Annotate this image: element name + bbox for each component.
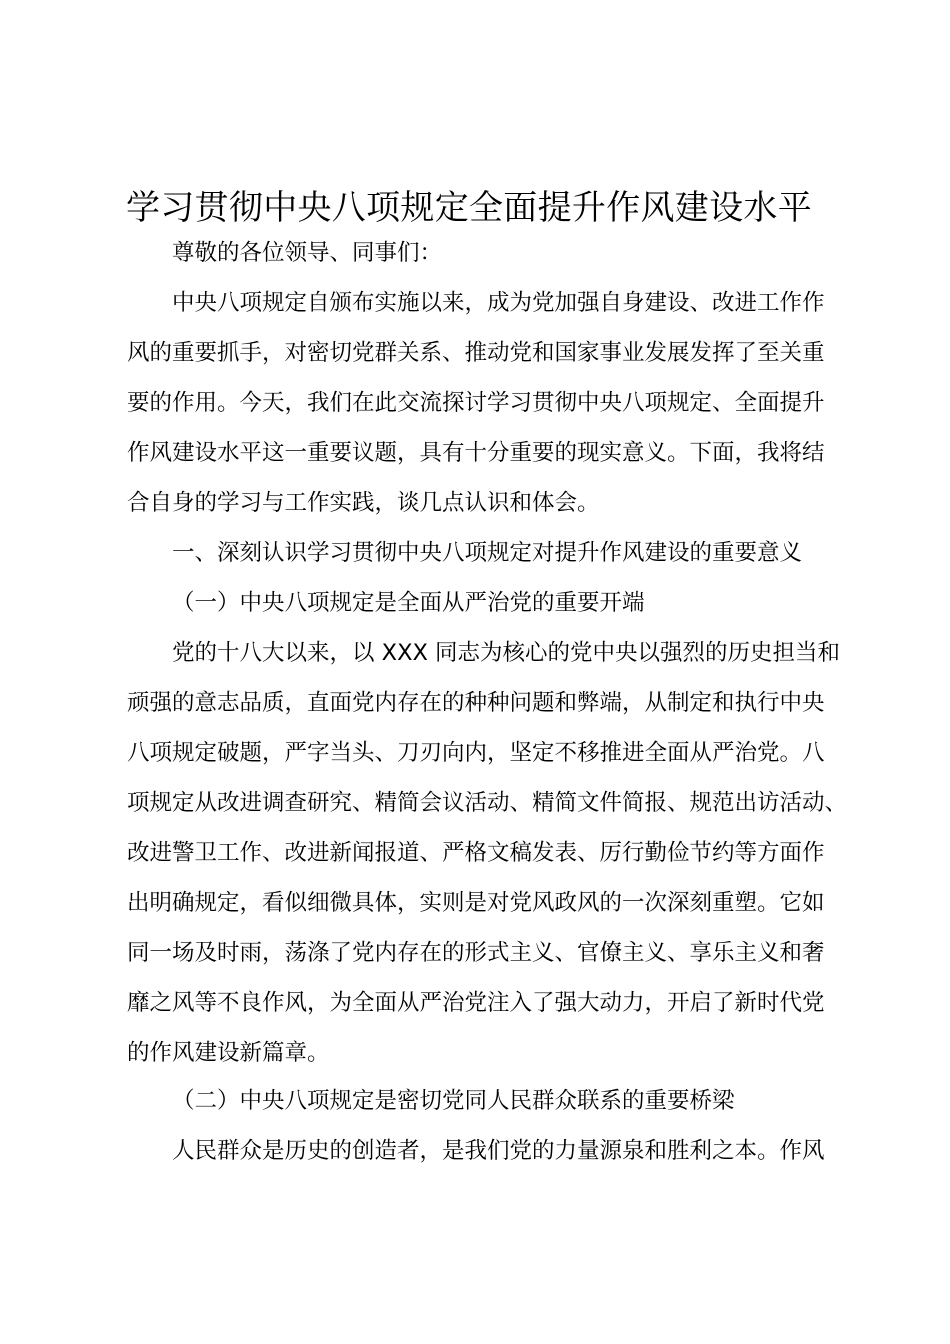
subsection-1-paragraph	[127, 628, 848, 1078]
paragraph-line: 作风建设水平这一重要议题，具有十分重要的现实意义。下面，我将结	[127, 440, 825, 466]
paragraph-line: 出明确规定，看似细微具体，实则是对党风政风的一次深刻重塑。它如	[127, 890, 825, 916]
paragraph-line: 靡之风等不良作风，为全面从严治党注入了强大动力，开启了新时代党	[127, 990, 825, 1016]
paragraph-line: 风的重要抓手，对密切党群关系、推动党和国家事业发展发挥了至关重	[127, 340, 825, 366]
intro-paragraph	[127, 278, 843, 528]
document-title: 学习贯彻中央八项规定全面提升作风建设水平	[126, 188, 812, 228]
paragraph-line: 党的十八大以来，以 XXX 同志为核心的党中央以强烈的历史担当和	[172, 640, 841, 666]
paragraph-line: 顽强的意志品质，直面党内存在的种种问题和弊端，从制定和执行中央	[127, 690, 825, 716]
paragraph-line: 同一场及时雨，荡涤了党内存在的形式主义、官僚主义、享乐主义和奢	[127, 940, 825, 966]
paragraph-line: 合自身的学习与工作实践，谈几点认识和体会。	[127, 490, 600, 516]
paragraph-line: 的作风建设新篇章。	[127, 1040, 330, 1066]
paragraph-line: 八项规定破题，严字当头、刀刃向内，坚定不移推进全面从严治党。八	[127, 740, 825, 766]
paragraph-line: 项规定从改进调查研究、精简会议活动、精简文件简报、规范出访活动、	[127, 790, 848, 816]
subsection-heading-2: （二）中央八项规定是密切党同人民群众联系的重要桥梁	[172, 1088, 735, 1114]
paragraph-line: 中央八项规定自颁布实施以来，成为党加强自身建设、改进工作作	[172, 290, 825, 316]
paragraph-line: 要的作用。今天，我们在此交流探讨学习贯彻中央八项规定、全面提升	[127, 390, 825, 416]
paragraph-line: 改进警卫工作、改进新闻报道、严格文稿发表、厉行勤俭节约等方面作	[127, 840, 825, 866]
paragraph-line: 人民群众是历史的创造者，是我们党的力量源泉和胜利之本。作风	[172, 1138, 825, 1164]
subsection-2-paragraph	[127, 1126, 843, 1176]
subsection-heading-1: （一）中央八项规定是全面从严治党的重要开端	[172, 590, 645, 616]
section-heading-1: 一、深刻认识学习贯彻中央八项规定对提升作风建设的重要意义	[172, 540, 803, 566]
salutation: 尊敬的各位领导、同事们：	[172, 240, 443, 266]
